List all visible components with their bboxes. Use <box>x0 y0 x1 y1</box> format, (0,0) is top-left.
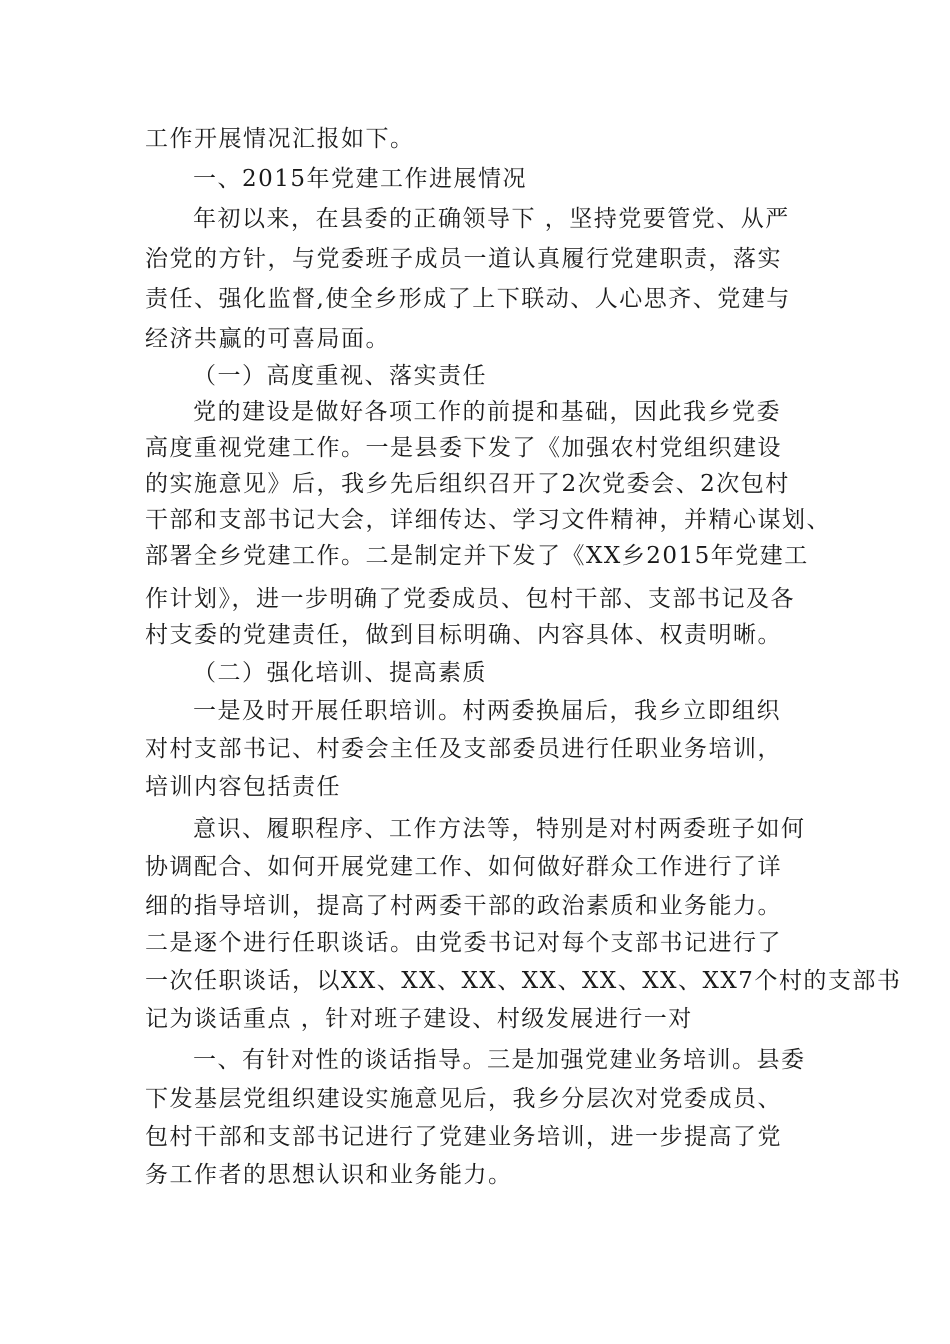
text-line: 党的建设是做好各项工作的前提和基础，因此我乡党委 <box>193 399 781 425</box>
text-line: 下发基层党组织建设实施意见后，我乡分层次对党委成员、 <box>145 1086 782 1112</box>
text-line: 经济共赢的可喜局面。 <box>145 326 390 352</box>
text-line: 意识、履职程序、工作方法等，特别是对村两委班子如何 <box>193 816 806 842</box>
text-line: 高度重视党建工作。一是县委下发了《加强农村党组织建设 <box>145 435 782 461</box>
text-line: 包村干部和支部书记进行了党建业务培训，进一步提高了党 <box>145 1124 782 1150</box>
text-line: 一是及时开展任职培训。村两委换届后，我乡立即组织 <box>193 698 781 724</box>
text-line: 村支委的党建责任，做到目标明确、内容具体、权责明晰。 <box>145 622 782 648</box>
text-line: 二是逐个进行任职谈话。由党委书记对每个支部书记进行了 <box>145 930 782 956</box>
text-line: 记为谈话重点 ，针对班子建设、村级发展进行一对 <box>145 1006 693 1032</box>
text-line: 责任、强化监督,使全乡形成了上下联动、人心思齐、党建与 <box>145 286 791 312</box>
text-line: 年初以来，在县委的正确领导下 ，坚持党要管党、从严 <box>193 206 790 232</box>
section-heading: 一、2015年党建工作进展情况 <box>193 166 528 192</box>
text-line: 务工作者的思想认识和业务能力。 <box>145 1162 513 1188</box>
text-line: 一次任职谈话，以XX、XX、XX、XX、XX、XX、XX7个村的支部书 <box>145 968 902 994</box>
text-line: 一、有针对性的谈话指导。三是加强党建业务培训。县委 <box>193 1047 806 1073</box>
text-line: 的实施意见》后，我乡先后组织召开了2次党委会、2次包村 <box>145 471 790 497</box>
text-line: 协调配合、如何开展党建工作、如何做好群众工作进行了详 <box>145 854 782 880</box>
subsection-heading: （一）高度重视、落实责任 <box>193 363 487 389</box>
subsection-heading: （二）强化培训、提高素质 <box>193 660 487 686</box>
text-line: 细的指导培训，提高了村两委干部的政治素质和业务能力。 <box>145 893 782 919</box>
text-line: 作计划》，进一步明确了党委成员、包村干部、支部书记及各 <box>145 586 795 612</box>
text-line: 治党的方针，与党委班子成员一道认真履行党建职责，落实 <box>145 246 782 272</box>
text-line: 培训内容包括责任 <box>145 774 341 800</box>
text-line: 对村支部书记、村委会主任及支部委员进行任职业务培训， <box>145 736 782 762</box>
text-line: 工作开展情况汇报如下。 <box>145 126 415 152</box>
text-line: 干部和支部书记大会，详细传达、学习文件精神，并精心谋划、 <box>145 507 831 533</box>
text-line: 部署全乡党建工作。二是制定并下发了《XX乡2015年党建工 <box>145 543 809 569</box>
